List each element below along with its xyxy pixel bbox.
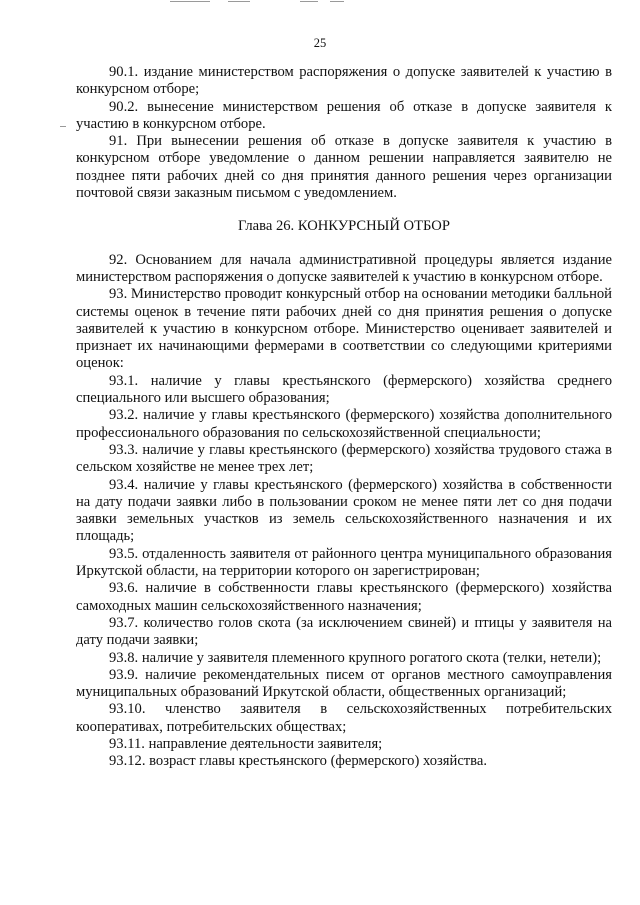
paragraph-93-12: 93.12. возраст главы крестьянского (фермерского) хозяйства. — [109, 753, 487, 770]
scan-artifact-dash — [60, 126, 66, 127]
chapter-title: Глава 26. КОНКУРСНЫЙ ОТБОР — [238, 218, 450, 235]
paragraph-93-2: 93.2. наличие у главы крестьянского (фермерского) хозяйства дополнительного профессионального образования по сельскохозяйственной специальности; — [76, 407, 612, 441]
paragraph-93-1: 93.1. наличие у главы крестьянского (фермерского) хозяйства среднего специального или высшего образования; — [76, 372, 612, 407]
paragraph-93-9: 93.9. наличие рекомендательных писем от органов местного самоуправления муниципальных образований Иркутской области, общественных организаций; — [76, 666, 612, 701]
document-body — [76, 64, 612, 771]
paragraph-90-2: 90.2. вынесение министерством решения об отказе в допуске заявителя к участию в конкурсном отборе. — [76, 98, 612, 132]
paragraph-93-4: 93.4. наличие у главы крестьянского (фермерского) хозяйства в собственности на дату подачи заявки либо в пользовании сроком не менее пяти лет со дня подачи заявки земельных участков из земель сельскохозяйственного назначения и их площадь; — [76, 476, 612, 545]
paragraph-93-7: 93.7. количество голов скота (за исключением свиней) и птицы у заявителя на дату подачи заявки; — [76, 614, 612, 649]
paragraph-90-1: 90.1. издание министерством распоряжения о допуске заявителей к участию в конкурсном отборе; — [76, 64, 612, 98]
paragraph-93-3: 93.3. наличие у главы крестьянского (фермерского) хозяйства трудового стажа в сельском хозяйстве не менее трех лет; — [76, 441, 612, 476]
paragraph-91: 91. При вынесении решения об отказе в допуске заявителя к участию в конкурсном отборе уведомление о данном решении направляется заявителю не позднее пяти рабочих дней со дня принятия данного решения через организации почтовой связи заказным письмом с уведомлением. — [76, 133, 612, 202]
paragraph-93-8: 93.8. наличие у заявителя племенного крупного рогатого скота (телки, нетели); — [109, 649, 602, 666]
paragraph-93-11: 93.11. направление деятельности заявителя; — [109, 735, 383, 752]
paragraph-93-5: 93.5. отдаленность заявителя от районного центра муниципального образования Иркутской области, на территории которого он зарегистрирован; — [76, 545, 612, 580]
paragraph-93-6: 93.6. наличие в собственности главы крестьянского (фермерского) хозяйства самоходных машин сельскохозяйственного назначения; — [76, 580, 612, 614]
paragraph-92: 92. Основанием для начала административной процедуры является издание министерством распоряжения о допуске заявителей к участию в конкурсном отборе. — [76, 251, 612, 285]
paragraph-93-10: 93.10. членство заявителя в сельскохозяйственных потребительских кооперативах, потребительских обществах; — [76, 701, 612, 735]
scan-artifact-marks — [170, 0, 430, 4]
page-number: 25 — [313, 36, 327, 50]
paragraph-93: 93. Министерство проводит конкурсный отбор на основании методики балльной системы оценок в течение пяти рабочих дней со дня принятия решения о допуске заявителей к участию в конкурсном отборе. Министерство оценивает заявителей и признает их начинающими фермерами в соответствии со следующими критериями оценок: — [76, 286, 612, 372]
